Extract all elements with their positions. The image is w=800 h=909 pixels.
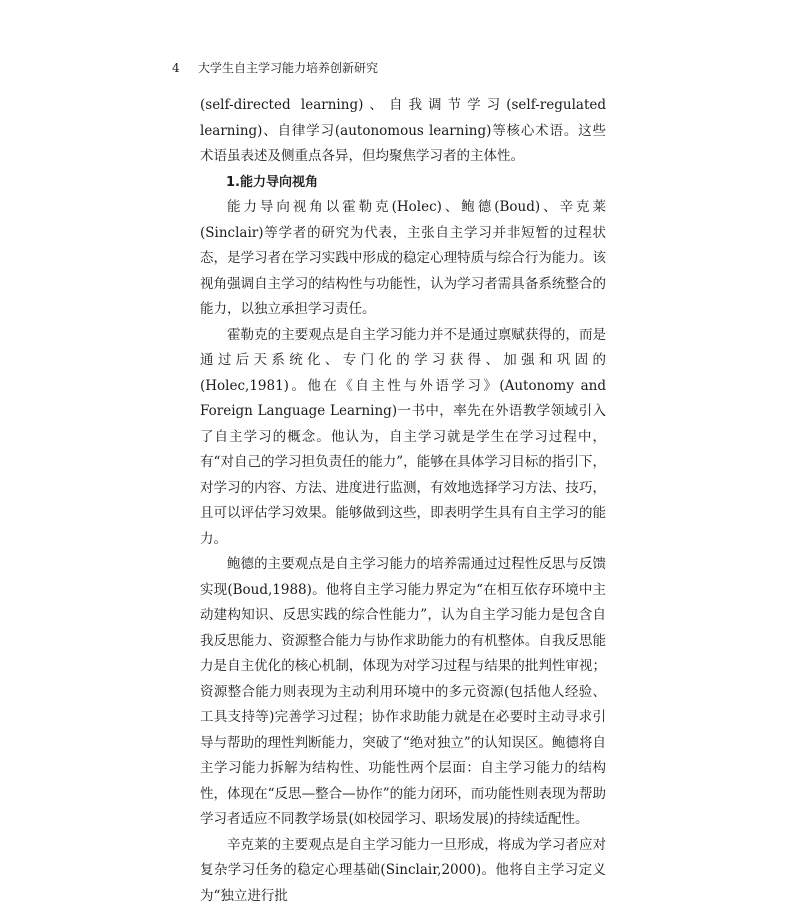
paragraph-continued: (self-directed learning)、自我调节学习(self-regulated learning)、自律学习(autonomous learning)等核心术语。这些术语虽表述及侧重点各异，但均聚焦学习者的主体性。 xyxy=(200,93,606,170)
paragraph-holec: 霍勒克的主要观点是自主学习能力并不是通过禀赋获得的，而是通过后天系统化、专门化的学习获得、加强和巩固的(Holec,1981)。他在《自主性与外语学习》(Autonomy and Foreign Language Learning)一书中，率先在外语教学领域引入了自主学习的概念。他认为，自主学习就是学生在学习过程中，有“对自己的学习担负责任的能力”，能够在具体学习目标的指引下，对学习的内容、方法、进度进行监测，有效地选择学习方法、技巧，且可以评估学习效果。能够做到这些，即表明学生具有自主学习的能力。 xyxy=(200,323,606,553)
section-heading: 1.能力导向视角 xyxy=(200,170,606,196)
body-text xyxy=(200,93,606,909)
running-title: 大学生自主学习能力培养创新研究 xyxy=(198,61,378,75)
paragraph-sinclair: 辛克莱的主要观点是自主学习能力一旦形成，将成为学习者应对复杂学习任务的稳定心理基础(Sinclair,2000)。他将自主学习定义为“独立进行批 xyxy=(200,833,606,909)
paragraph-intro: 能力导向视角以霍勒克(Holec)、鲍德(Boud)、辛克莱(Sinclair)等学者的研究为代表，主张自主学习并非短暂的过程状态，是学习者在学习实践中形成的稳定心理特质与综合行为能力。该视角强调自主学习的结构性与功能性，认为学习者需具备系统整合的能力，以独立承担学习责任。 xyxy=(200,195,606,323)
paragraph-boud: 鲍德的主要观点是自主学习能力的培养需通过过程性反思与反馈实现(Boud,1988)。他将自主学习能力界定为“在相互依存环境中主动建构知识、反思实践的综合性能力”，认为自主学习能力是包含自我反思能力、资源整合能力与协作求助能力的有机整体。自我反思能力是自主优化的核心机制，体现为对学习过程与结果的批判性审视；资源整合能力则表现为主动利用环境中的多元资源(包括他人经验、工具支持等)完善学习过程；协作求助能力就是在必要时主动寻求引导与帮助的理性判断能力，突破了“绝对独立”的认知误区。鲍德将自主学习能力拆解为结构性、功能性两个层面：自主学习能力的结构性，体现在“反思—整合—协作”的能力闭环，而功能性则表现为帮助学习者适应不同教学场景(如校园学习、职场发展)的持续适配性。 xyxy=(200,552,606,833)
page-number: 4 xyxy=(172,60,198,76)
running-header xyxy=(172,60,632,76)
